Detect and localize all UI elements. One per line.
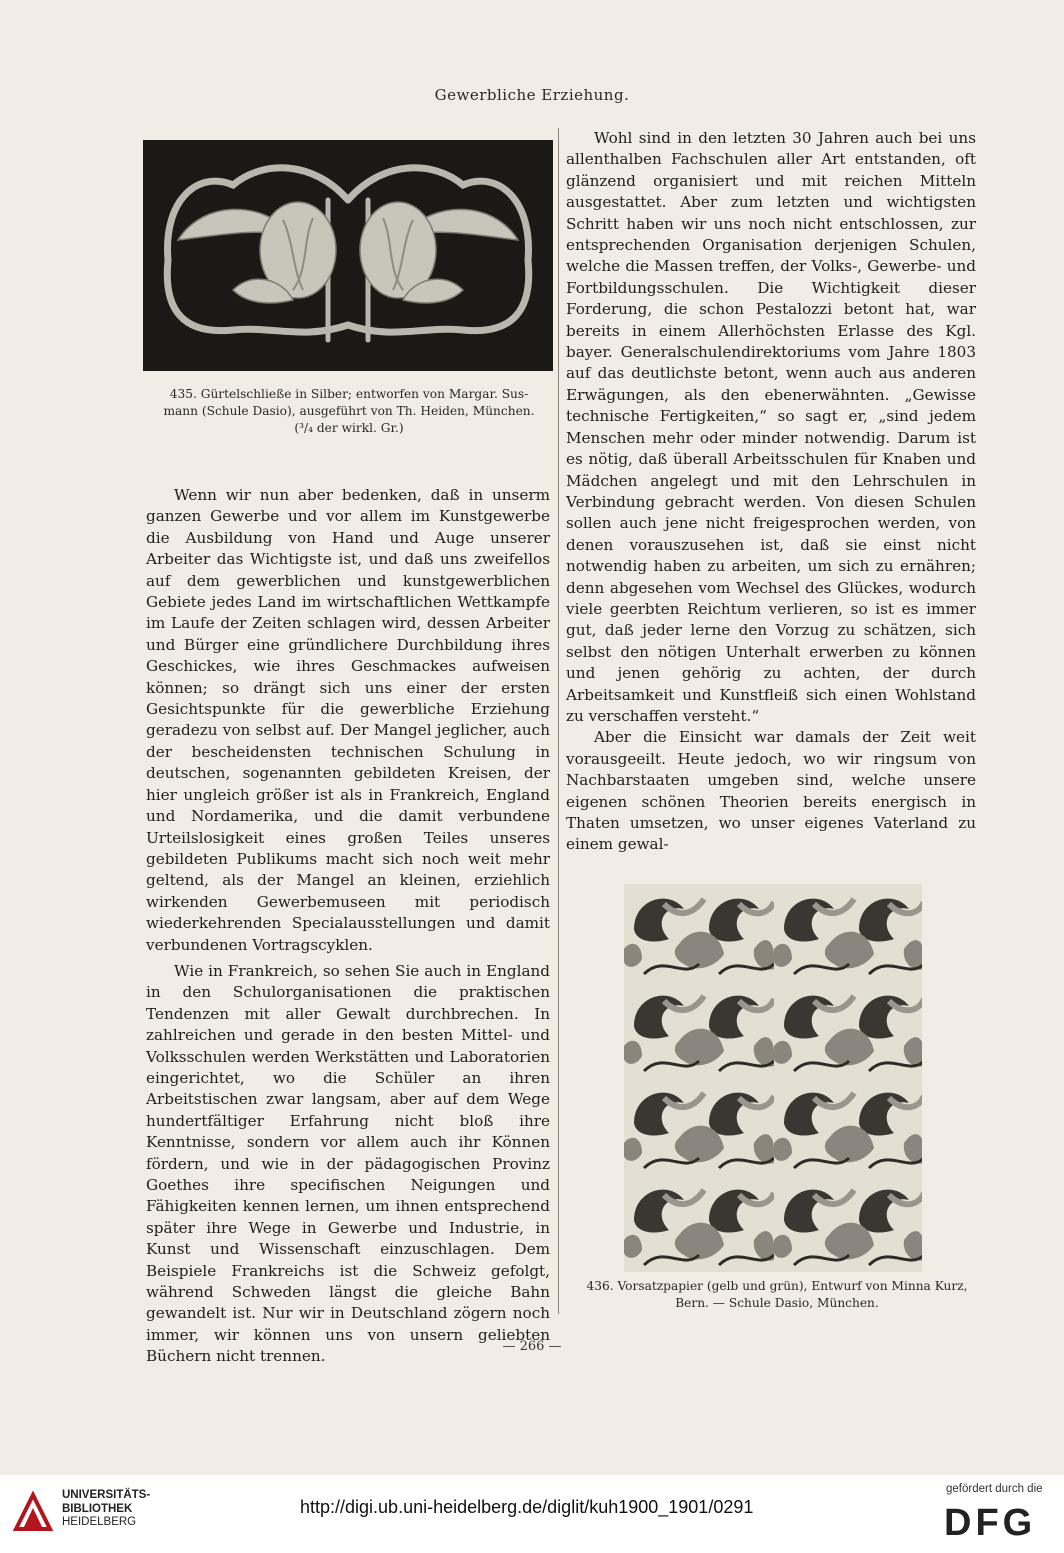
university-library-logo-icon	[10, 1489, 56, 1535]
caption-line: 436. Vorsatzpapier (gelb und grün), Entwurf von Minna Kurz,	[586, 1279, 968, 1293]
paragraph: Wie in Frankreich, so sehen Sie auch in England in den Schulorganisationen die praktischen Tendenzen mit aller Gewalt durchbrechen. In zahlreichen und gerade in den besten Mittel- und Volksschulen werden Werkstätten und Laboratorien eingerichtet, wo die Schüler an ihren Arbeitstischen zwar langsam, aber auf dem Wege hundertfältiger Erfahrung nicht bloß ihre Kenntnisse, sondern vor allem auch ihr Können fördern, und wie in der pädagogischen Provinz Goethes ihre specifischen Neigungen und Fähigkeiten kennen lernen, um ihnen entsprechend später ihre Wege in Gewerbe und Industrie, in Kunst und Wissenschaft einzuschlagen. Dem Beispiele Frankreichs ist die Schweiz gefolgt, während Schweden längst die gleiche Bahn gewandelt ist. Nur wir in Deutschland zögern noch immer, wir können uns von unsern geliebten Büchern nicht trennen.	[146, 961, 550, 1366]
caption-line: (³/₄ der wirkl. Gr.)	[294, 421, 404, 435]
caption-line: Bern. — Schule Dasio, München.	[675, 1296, 879, 1310]
column-divider	[558, 128, 559, 1314]
library-name-line: UNIVERSITÄTS-	[62, 1489, 151, 1501]
figure-endpaper-pattern	[624, 884, 922, 1272]
endpaper-pattern-illustration	[624, 884, 922, 1272]
left-text-column	[146, 485, 550, 1368]
sponsor-text: gefördert durch die	[946, 1483, 1043, 1495]
library-name-line: BIBLIOTHEK	[62, 1502, 133, 1515]
caption-line: mann (Schule Dasio), ausgeführt von Th. Heiden, München.	[163, 404, 535, 418]
caption-line: 435. Gürtelschließe in Silber; entworfen von Margar. Sus-	[169, 387, 529, 401]
university-library-name	[62, 1489, 150, 1530]
library-name-line: HEIDELBERG	[62, 1516, 137, 1528]
paragraph: Wenn wir nun aber bedenken, daß in unserm ganzen Gewerbe und vor allem im Kunstgewerbe die Ausbildung von Hand und Auge unserer Arbeiter das Wichtigste ist, und daß uns zweifellos auf dem gewerblichen und kunstgewerblichen Gebiete jedes Land im wirtschaftlichen Wettkampfe im Laufe der Zeiten schlagen wird, dessen Arbeiter und Bürger eine gründlichere Durchbildung ihres Geschickes, wie ihres Geschmackes aufweisen können; so drängt sich uns einer der ersten Gesichtspunkte für die gewerbliche Erziehung geradezu von selbst auf. Der Mangel jeglicher, auch der bescheidensten technischen Schulung in deutschen, sogenannten gebildeten Kreisen, der hier ungleich größer ist als in Frankreich, England und Nordamerika, und die damit verbundene Urteilslosigkeit eines großen Teiles unseres gebildeten Publikums macht sich noch weit mehr geltend, als der Mangel an kleinen, erziehlich wirkenden Gewerbemuseen mit periodisch wiederkehrenden Specialausstellungen und damit verbundenen Vortragscyklen.	[146, 486, 550, 954]
digitization-footer	[0, 1475, 1064, 1553]
permalink-url[interactable]: http://digi.ub.uni-heidelberg.de/diglit/kuh1900_1901/0291	[300, 1497, 754, 1517]
figure-caption-436	[572, 1278, 982, 1312]
figure-caption-435	[140, 386, 558, 437]
figure-belt-buckle	[143, 140, 553, 371]
paragraph: Aber die Einsicht war damals der Zeit weit vorausgeeilt. Heute jedoch, wo wir ringsum von Nachbarstaaten umgeben sind, welche unsere eigenen schönen Theorien bereits energisch in Thaten umsetzen, wo unser eigenes Vaterland zu einem gewal-	[566, 728, 976, 854]
belt-buckle-illustration	[143, 140, 553, 371]
page-number: — 266 —	[502, 1339, 562, 1354]
paragraph: Wohl sind in den letzten 30 Jahren auch bei uns allenthalben Fachschulen aller Art entstanden, oft glänzend organisiert und mit reichen Mitteln ausgestattet. Aber zum letzten und wichtigsten Schritt haben wir uns noch nicht entschlossen, zur entsprechenden Organisation derjenigen Schulen, welche die Massen treffen, der Volks-, Gewerbe- und Fortbildungsschulen. Die Wichtigkeit dieser Forderung, die schon Pestalozzi betont hat, war bereits in einem Allerhöchsten Erlasse des Kgl. bayer. Generalschulendirektoriums vom Jahre 1803 auf das deutlichste betont, wenn auch aus anderen Erwägungen, als den ebenerwähnten. „Gewisse technische Fertigkeiten,“ so sagt er, „sind jedem Menschen mehr oder minder notwendig. Darum ist es nötig, daß überall Arbeitsschulen für Knaben und Mädchen angelegt und mit den Lehrschulen in Verbindung gebracht werden. Von diesen Schulen sollen auch jene nicht freigesprochen werden, von denen vorauszusehen ist, daß sie einst nicht notwendig haben zu arbeiten, um sich zu ernähren; denn abgesehen vom Wechsel des Glückes, wodurch viele geerbten Reichtum verlieren, so ist es immer gut, daß jeder lerne den Vorzug zu schätzen, sich selbst den nötigen Unterhalt erwerben zu können und jenen gehörig zu achten, der durch Arbeitsamkeit und Kunstfleiß sich einen Wohlstand zu verschaffen versteht.“	[566, 129, 976, 725]
running-head: Gewerbliche Erziehung.	[434, 86, 630, 104]
right-text-column	[566, 128, 976, 856]
dfg-logo: DFG	[944, 1502, 1037, 1544]
